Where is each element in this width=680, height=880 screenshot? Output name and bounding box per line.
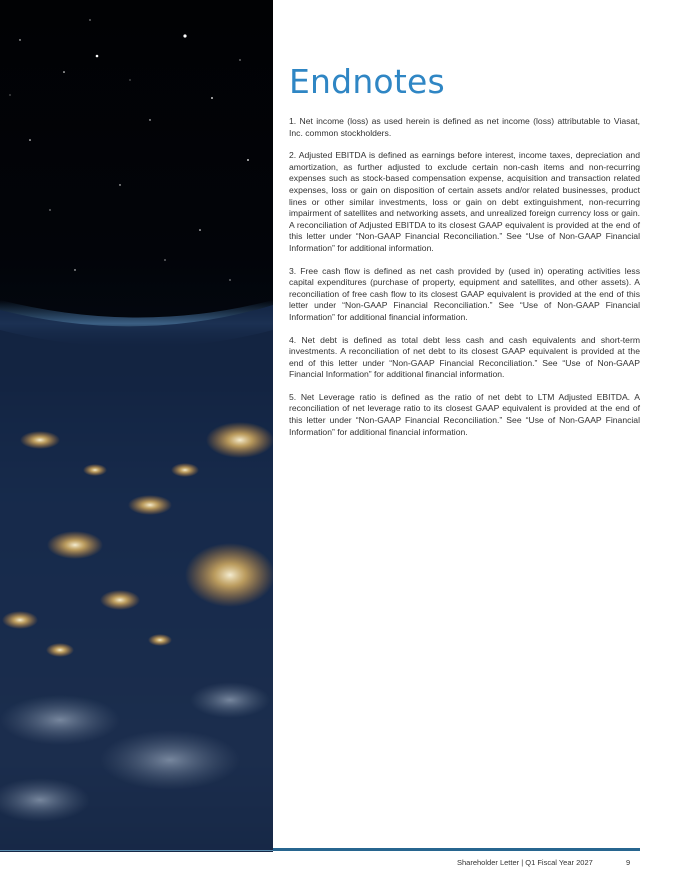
endnote-1: 1. Net income (loss) as used herein is defined as net income (loss) attributable to Viasat, Inc. common stockholders. xyxy=(289,116,640,138)
page-number: 9 xyxy=(626,858,631,867)
footer-divider xyxy=(273,848,640,851)
earth-at-night-photo xyxy=(0,0,273,852)
footer-text: Shareholder Letter | Q1 Fiscal Year 2027 xyxy=(457,858,593,867)
page-title: Endnotes xyxy=(289,62,445,101)
endnote-2: 2. Adjusted EBITDA is defined as earnings before interest, income taxes, depreciation and amortization, as further adjusted to exclude certain non-cash items and non-recurring expenses such as stock-based compensation expense, acquisition and transaction related expenses, loss or gain on disposition of certain assets and/or related businesses, product lines or other similar investments, loss or gain on debt extinguishment, non-recurring impairment of satellites and networking assets, and unrealized foreign currency loss or gain. A reconciliation of Adjusted EBITDA to its closest GAAP equivalent is provided at the end of this letter under “Non-GAAP Financial Reconciliation.” See “Use of Non-GAAP Financial Information” for additional information. xyxy=(289,150,640,253)
endnote-4: 4. Net debt is defined as total debt less cash and cash equivalents and short-term investments. A reconciliation of net debt to its closest GAAP equivalent is provided at the end of this letter under “Non-GAAP Financial Reconciliation.” See “Use of Non-GAAP Financial Information” for additional financial information. xyxy=(289,334,640,380)
endnotes-list xyxy=(289,116,640,449)
endnote-3: 3. Free cash flow is defined as net cash provided by (used in) operating activities less capital expenditures (purchase of property, equipment and satellites, and other assets). A reconciliation of free cash flow to its closest GAAP equivalent is provided at the end of this letter under “Non-GAAP Financial Reconciliation.” See “Use of Non-GAAP Financial Information” for additional financial information. xyxy=(289,265,640,322)
endnote-5: 5. Net Leverage ratio is defined as the ratio of net debt to LTM Adjusted EBITDA. A reconciliation of net leverage ratio to its closest GAAP equivalent is provided at the end of this letter under “Non-GAAP Financial Reconciliation.” See “Use of Non-GAAP Financial Information” for additional financial information. xyxy=(289,391,640,437)
